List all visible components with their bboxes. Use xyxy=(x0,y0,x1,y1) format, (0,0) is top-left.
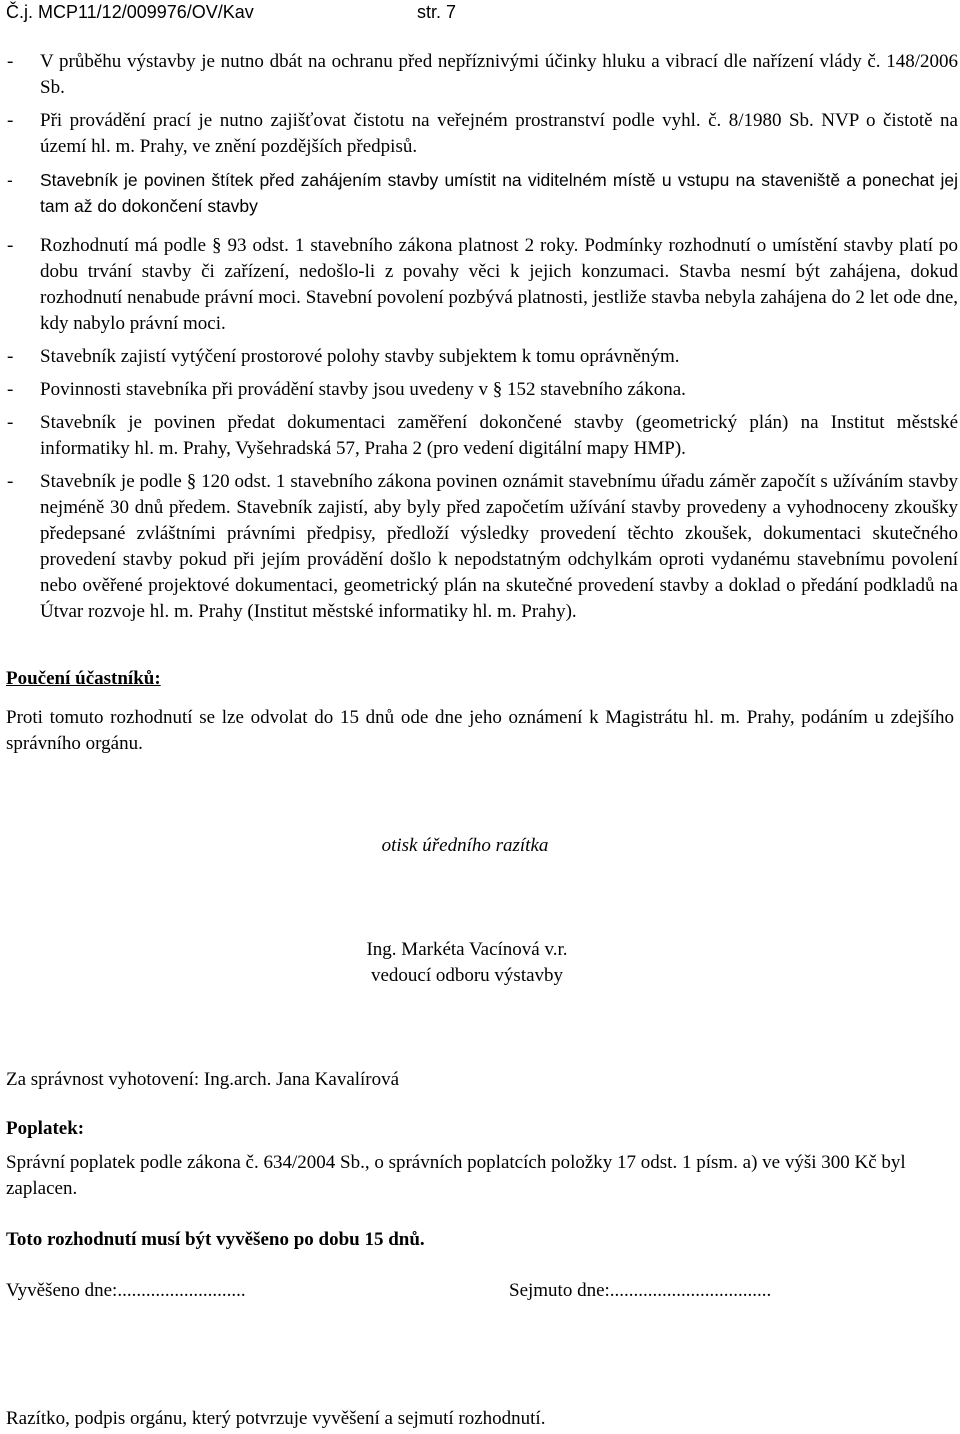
list-item: - Stavebník je povinen předat dokumentaci zaměření dokončené stavby (geometrický plán) na Institut městské informatiky hl. m. Prahy, Vyšehradská 57, Praha 2 (pro vedení digitální mapy HMP). xyxy=(0,410,958,462)
signatory-role: vedoucí odboru výstavby xyxy=(370,965,564,986)
list-item: - Povinnosti stavebníka při provádění stavby jsou uvedeny v § 152 stavebního zákona. xyxy=(0,377,958,403)
posted-date-field: Vyvěšeno dne:........................... xyxy=(6,1280,246,1301)
list-item: - V průběhu výstavby je nutno dbát na ochranu před nepříznivými účinky hluku a vibrací dle nařízení vlády č. 148/2006 Sb. xyxy=(0,49,958,101)
list-item-text: Při provádění prací je nutno zajišťovat čistotu na veřejném prostranství podle vyhl. č. 8/1980 Sb. NVP o čistotě na území hl. m. Prahy, ve znění pozdějších předpisů. xyxy=(40,110,958,157)
reference-number: Č.j. MCP11/12/009976/OV/Kav xyxy=(6,2,254,22)
list-item: - Stavebník zajistí vytýčení prostorové polohy stavby subjektem k tomu oprávněným. xyxy=(0,344,958,370)
posting-note: Toto rozhodnutí musí být vyvěšeno po dobu 15 dnů. xyxy=(6,1229,425,1250)
list-item-text: Rozhodnutí má podle § 93 odst. 1 stavebního zákona platnost 2 roky. Podmínky rozhodnutí o umístění stavby platí po dobu trvání stavby či zařízení, nedošlo-li z povahy věci k jejich konzumaci. Stavba nesmí být zahájena, dokud rozhodnutí nenabude právní moci. Stavební povolení pozbývá platnosti, jestliže stavba nebyla zahájena do 2 let ode dne, kdy nabylo právní moci. xyxy=(40,235,958,334)
list-item-text: Stavebník je povinen štítek před zahájením stavby umístit na viditelném místě u vstupu na staveniště a ponechat jej tam až do dokončení stavby xyxy=(40,170,958,216)
fee-text: Správní poplatek podle zákona č. 634/2004 Sb., o správních poplatcích položky 17 odst. 1 písm. a) ve výši 300 Kč byl zaplacen. xyxy=(6,1152,906,1199)
list-item-text: Stavebník zajistí vytýčení prostorové polohy stavby subjektem k tomu oprávněným. xyxy=(40,346,680,367)
list-item: - Stavebník je povinen štítek před zahájením stavby umístit na viditelném místě u vstupu na staveniště a ponechat jej tam až do dokončení stavby xyxy=(0,167,958,219)
copy-certification: Za správnost vyhotovení: Ing.arch. Jana Kavalírová xyxy=(6,1069,400,1090)
pouceni-heading: Poučení účastníků: xyxy=(6,668,161,689)
stamp-placeholder: otisk úředního razítka xyxy=(381,835,549,856)
list-item: - Při provádění prací je nutno zajišťovat čistotu na veřejném prostranství podle vyhl. č. 8/1980 Sb. NVP o čistotě na území hl. m. Prahy, ve znění pozdějších předpisů. xyxy=(0,108,958,160)
list-item-text: Stavebník je povinen předat dokumentaci zaměření dokončené stavby (geometrický plán) na Institut městské informatiky hl. m. Prahy, Vyšehradská 57, Praha 2 (pro vedení digitální mapy HMP). xyxy=(40,412,958,459)
signatory-name: Ing. Markéta Vacínová v.r. xyxy=(366,939,568,960)
list-item-text: Povinnosti stavebníka při provádění stavby jsou uvedeny v § 152 stavebního zákona. xyxy=(40,379,686,400)
list-item-text: V průběhu výstavby je nutno dbát na ochranu před nepříznivými účinky hluku a vibrací dle nařízení vlády č. 148/2006 Sb. xyxy=(40,51,958,98)
list-item-text: Stavebník je podle § 120 odst. 1 stavebního zákona povinen oznámit stavebnímu úřadu záměr započít s užíváním stavby nejméně 30 dnů předem. Stavebník zajistí, aby byly před započetím užívání stavby provedeny a vyhodnoceny zkoušky předepsané zvláštními právními předpisy, předloží výsledky provedení těchto zkoušek, dokumentaci skutečného provedení stavby pokud při jejím provádění došlo k nepodstatným odchylkám oproti vydanému stavebnímu povolení nebo ověřené projektové dokumentaci, geometrický plán na skutečné provedení stavby a doklad o předání podkladů na Útvar rozvoje hl. m. Prahy (Institut městské informatiky hl. m. Prahy). xyxy=(40,471,958,622)
list-item: - Stavebník je podle § 120 odst. 1 stavebního zákona povinen oznámit stavebnímu úřadu záměr započít s užíváním stavby nejméně 30 dnů předem. Stavebník zajistí, aby byly před započetím užívání stavby provedeny a vyhodnoceny zkoušky předepsané zvláštními právními předpisy, předloží výsledky provedení těchto zkoušek, dokumentaci skutečného provedení stavby pokud při jejím provádění došlo k nepodstatným odchylkám oproti vydanému stavebnímu povolení nebo ověřené projektové dokumentaci, geometrický plán na skutečné provedení stavby a doklad o předání podkladů na Útvar rozvoje hl. m. Prahy (Institut městské informatiky hl. m. Prahy). xyxy=(0,469,958,625)
pouceni-text: Proti tomuto rozhodnutí se lze odvolat do 15 dnů ode dne jeho oznámení k Magistrátu hl. m. Prahy, podáním u zdejšího správního orgánu. xyxy=(6,707,954,754)
page-number: str. 7 xyxy=(417,2,457,22)
list-item: - Rozhodnutí má podle § 93 odst. 1 stavebního zákona platnost 2 roky. Podmínky rozhodnutí o umístění stavby platí po dobu trvání stavby či zařízení, nedošlo-li z povahy věci k jejich konzumaci. Stavba nesmí být zahájena, dokud rozhodnutí nenabude právní moci. Stavební povolení pozbývá platnosti, jestliže stavba nebyla zahájena do 2 let ode dne, kdy nabylo právní moci. xyxy=(0,233,958,337)
footer-note: Razítko, podpis orgánu, který potvrzuje vyvěšení a sejmutí rozhodnutí. xyxy=(6,1408,546,1429)
removed-date-field: Sejmuto dne:.................................. xyxy=(509,1280,772,1301)
conditions-list xyxy=(0,49,960,632)
fee-heading: Poplatek: xyxy=(6,1118,85,1139)
